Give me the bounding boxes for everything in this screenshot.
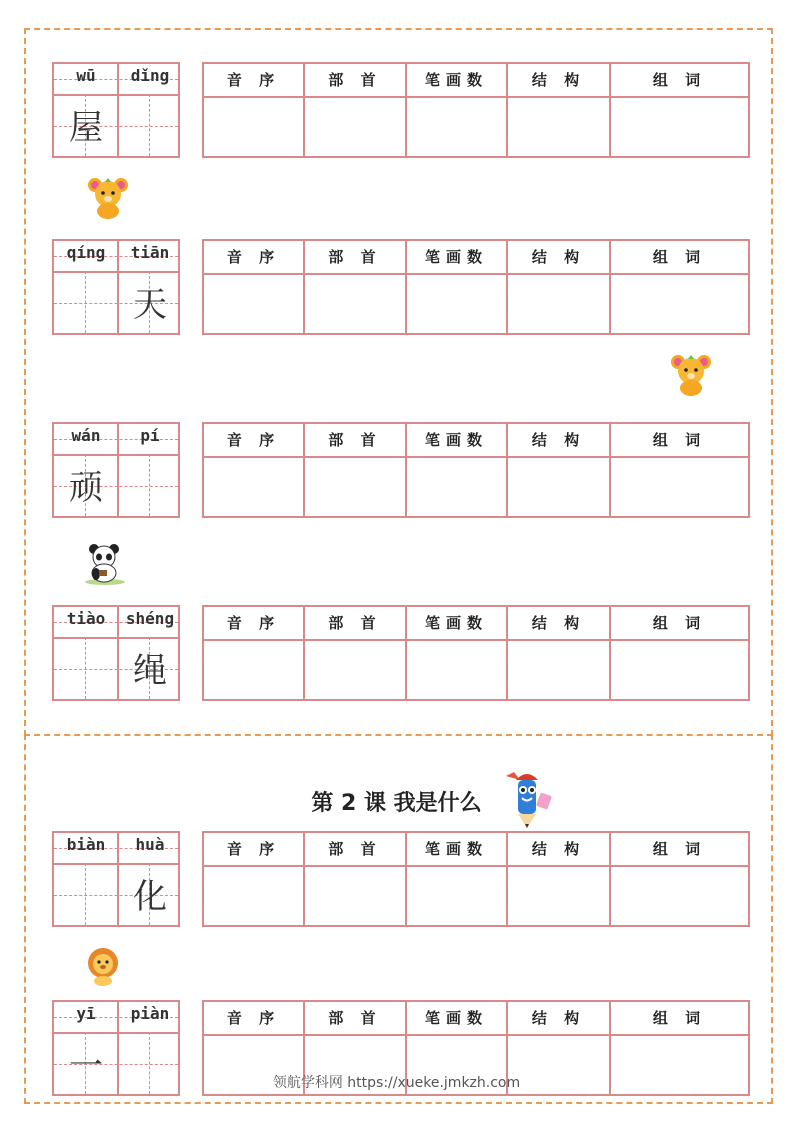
header-bushou: 部 首 — [305, 424, 407, 458]
header-zuci: 组 词 — [611, 1002, 748, 1036]
answer-cell[interactable] — [508, 867, 611, 925]
header-bushou: 部 首 — [305, 833, 407, 867]
char-row-4 — [52, 605, 752, 703]
header-yinxu: 音 序 — [204, 1002, 305, 1036]
lesson-title: 第 2 课 我是什么 — [311, 791, 482, 816]
hanzi-left: 屋 — [69, 108, 103, 148]
answer-cell[interactable] — [305, 867, 407, 925]
answer-cell[interactable] — [305, 458, 407, 516]
pinyin-left: yī — [76, 1004, 96, 1023]
header-yinxu: 音 序 — [204, 64, 305, 98]
header-jiegou: 结 构 — [508, 64, 611, 98]
header-zuci: 组 词 — [611, 241, 748, 275]
char-row-2 — [52, 239, 752, 337]
bear-icon — [669, 352, 713, 396]
header-bihuashu: 笔画数 — [407, 607, 508, 641]
hanzi-right: 化 — [133, 877, 167, 917]
header-zuci: 组 词 — [611, 64, 748, 98]
header-bushou: 部 首 — [305, 241, 407, 275]
info-table — [202, 62, 750, 158]
answer-cell[interactable] — [407, 98, 508, 156]
pencil-mascot-icon — [500, 766, 558, 830]
pinyin-left: wán — [71, 426, 101, 445]
header-bihuashu: 笔画数 — [407, 241, 508, 275]
tianzige-grid — [52, 831, 180, 927]
header-jiegou: 结 构 — [508, 833, 611, 867]
info-table — [202, 422, 750, 518]
answer-cell[interactable] — [204, 98, 305, 156]
footer-watermark: 领航学科网 https://xueke.jmkzh.com — [272, 1075, 521, 1091]
header-jiegou: 结 构 — [508, 241, 611, 275]
answer-cell[interactable] — [204, 458, 305, 516]
header-bihuashu: 笔画数 — [407, 424, 508, 458]
answer-cell[interactable] — [407, 275, 508, 333]
tianzige-grid — [52, 239, 180, 335]
header-bushou: 部 首 — [305, 1002, 407, 1036]
answer-cell[interactable] — [204, 867, 305, 925]
pinyin-right: huà — [135, 835, 165, 854]
answer-cell[interactable] — [508, 458, 611, 516]
pinyin-right: shéng — [125, 609, 175, 628]
answer-cell[interactable] — [305, 98, 407, 156]
info-table — [202, 605, 750, 701]
answer-cell[interactable] — [611, 867, 748, 925]
header-zuci: 组 词 — [611, 833, 748, 867]
answer-cell[interactable] — [407, 867, 508, 925]
header-jiegou: 结 构 — [508, 424, 611, 458]
answer-cell[interactable] — [508, 98, 611, 156]
header-bushou: 部 首 — [305, 607, 407, 641]
answer-cell[interactable] — [407, 641, 508, 699]
answer-cell[interactable] — [611, 458, 748, 516]
header-bihuashu: 笔画数 — [407, 833, 508, 867]
hanzi-right: 绳 — [133, 651, 167, 691]
char-row-1 — [52, 62, 752, 160]
header-bihuashu: 笔画数 — [407, 64, 508, 98]
hanzi-right: 天 — [133, 285, 167, 325]
answer-cell[interactable] — [611, 98, 748, 156]
answer-cell[interactable] — [611, 641, 748, 699]
bear-icon — [86, 175, 130, 219]
header-zuci: 组 词 — [611, 607, 748, 641]
answer-cell[interactable] — [407, 458, 508, 516]
header-yinxu: 音 序 — [204, 833, 305, 867]
header-yinxu: 音 序 — [204, 424, 305, 458]
header-zuci: 组 词 — [611, 424, 748, 458]
hanzi-left: 顽 — [69, 468, 103, 508]
pinyin-right: piàn — [130, 1004, 170, 1023]
hanzi-left: 一 — [69, 1046, 103, 1086]
answer-cell[interactable] — [508, 275, 611, 333]
answer-cell[interactable] — [305, 275, 407, 333]
answer-cell[interactable] — [204, 641, 305, 699]
answer-cell[interactable] — [611, 275, 748, 333]
header-jiegou: 结 构 — [508, 607, 611, 641]
tianzige-grid — [52, 605, 180, 701]
pinyin-left: qíng — [66, 243, 106, 262]
tianzige-grid — [52, 422, 180, 518]
pinyin-left: biàn — [66, 835, 106, 854]
header-bihuashu: 笔画数 — [407, 1002, 508, 1036]
pinyin-right: pí — [140, 426, 160, 445]
header-yinxu: 音 序 — [204, 241, 305, 275]
pinyin-right: tiān — [130, 243, 170, 262]
header-yinxu: 音 序 — [204, 607, 305, 641]
char-row-3 — [52, 422, 752, 520]
tianzige-grid — [52, 62, 180, 158]
info-table — [202, 831, 750, 927]
answer-cell[interactable] — [508, 641, 611, 699]
char-row-5 — [52, 831, 752, 929]
pinyin-left: tiào — [66, 609, 106, 628]
header-bushou: 部 首 — [305, 64, 407, 98]
info-table — [202, 239, 750, 335]
lion-icon — [84, 947, 122, 987]
panda-icon — [82, 542, 128, 586]
answer-cell[interactable] — [305, 641, 407, 699]
pinyin-left: wū — [76, 66, 96, 85]
answer-cell[interactable] — [204, 275, 305, 333]
header-jiegou: 结 构 — [508, 1002, 611, 1036]
pinyin-right: dǐng — [130, 66, 170, 85]
